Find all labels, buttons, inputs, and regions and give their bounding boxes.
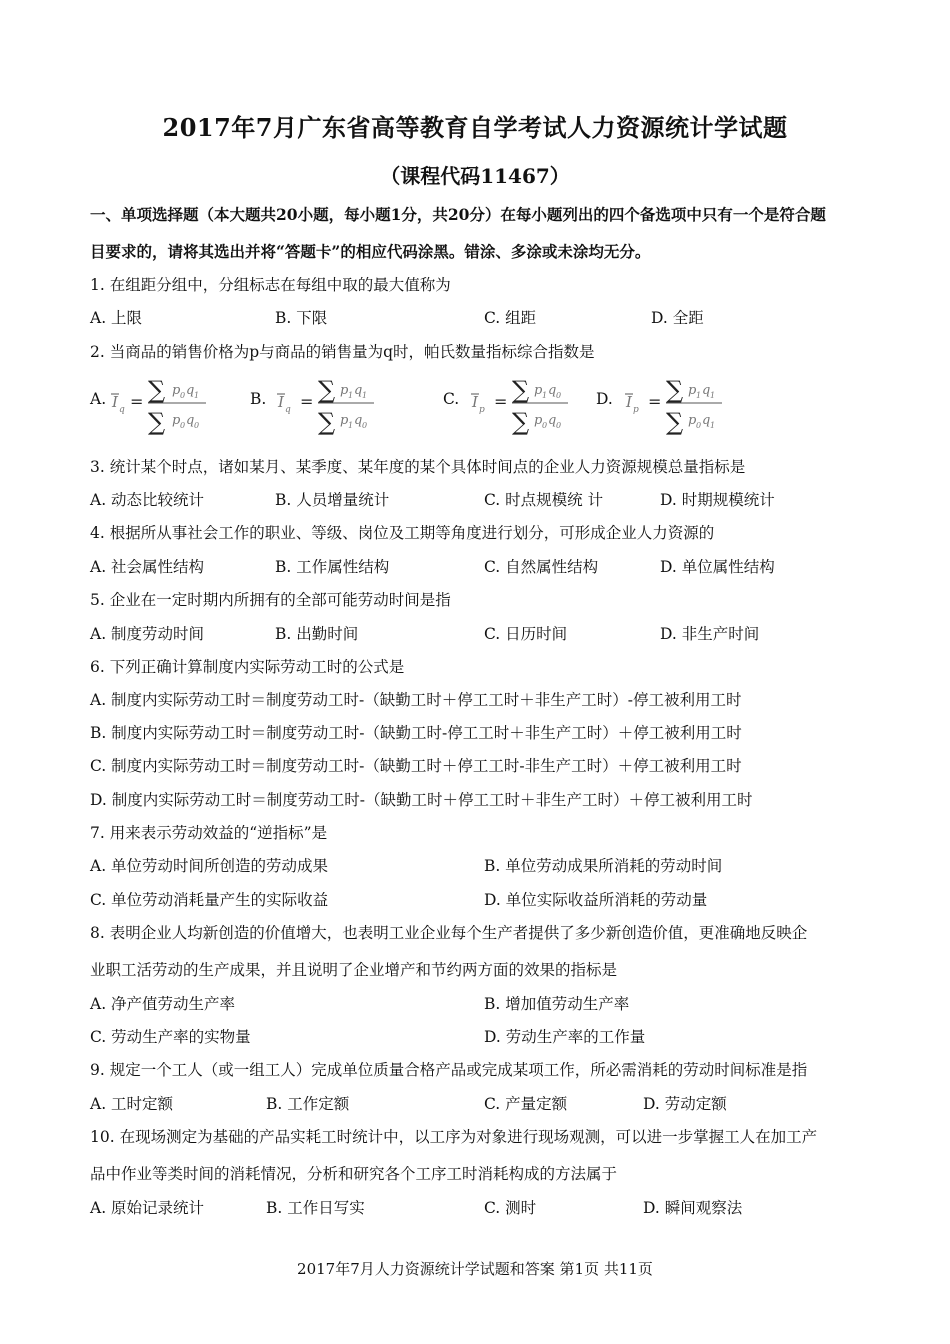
question-3-stem: 3. 统计某个时点，诸如某月、某季度、某年度的某个具体时间点的企业人力资源规模总量指标是 xyxy=(90,458,746,476)
q7-option-c: C. 单位劳动消耗量产生的实际收益 xyxy=(90,891,329,909)
svg-text:1: 1 xyxy=(362,391,368,400)
svg-text:∑: ∑ xyxy=(148,376,166,404)
svg-text:q: q xyxy=(548,383,557,398)
q10-option-c: C. 测时 xyxy=(484,1199,537,1217)
svg-text:∑: ∑ xyxy=(512,408,530,436)
q9-option-b: B. 工作定额 xyxy=(266,1095,350,1113)
page-footer: 2017年7月人力资源统计学试题和答案 第1页 共11页 xyxy=(297,1260,653,1278)
svg-text:p: p xyxy=(688,413,697,428)
svg-text:p: p xyxy=(340,413,349,428)
q6-option-b: B. 制度内实际劳动工时＝制度劳动工时-（缺勤工时-停工工时＋非生产工时）＋停工被利用工时 xyxy=(90,724,742,742)
q1-option-a: A. 上限 xyxy=(90,309,143,327)
q2-option-a-label: A. xyxy=(90,390,107,408)
question-7-stem: 7. 用来表示劳动效益的“逆指标”是 xyxy=(90,824,328,842)
svg-text:p: p xyxy=(172,413,181,428)
q2-option-c-label: C. xyxy=(443,390,460,408)
q4-option-c: C. 自然属性结构 xyxy=(484,558,599,576)
question-8-stem-line2: 业职工活劳动的生产成果，并且说明了企业增产和节约两方面的效果的指标是 xyxy=(90,961,618,979)
svg-text:q: q xyxy=(285,405,291,415)
svg-text:1: 1 xyxy=(542,391,548,400)
svg-text:1: 1 xyxy=(710,421,716,430)
svg-text:q: q xyxy=(702,413,711,428)
question-10-stem-line1: 10. 在现场测定为基础的产品实耗工时统计中，以工序为对象进行现场观测，可以进一步掌握工人在加工产 xyxy=(90,1128,818,1146)
q10-option-d: D. 瞬间观察法 xyxy=(643,1199,743,1217)
q2-option-d-label: D. xyxy=(596,390,613,408)
svg-text:q: q xyxy=(702,383,711,398)
q3-option-d: D. 时期规模统计 xyxy=(660,491,775,509)
svg-text:=: = xyxy=(648,392,662,411)
q5-option-c: C. 日历时间 xyxy=(484,625,568,643)
svg-text:∑: ∑ xyxy=(318,408,336,436)
q8-option-c: C. 劳动生产率的实物量 xyxy=(90,1028,251,1046)
q2-formula-b xyxy=(274,372,384,436)
svg-text:∑: ∑ xyxy=(666,408,684,436)
q7-option-a: A. 单位劳动时间所创造的劳动成果 xyxy=(90,857,329,875)
q10-option-a: A. 原始记录统计 xyxy=(90,1199,205,1217)
svg-text:0: 0 xyxy=(542,421,548,430)
svg-text:I: I xyxy=(472,393,478,411)
svg-text:p: p xyxy=(688,383,697,398)
q4-option-b: B. 工作属性结构 xyxy=(275,558,390,576)
svg-text:1: 1 xyxy=(194,391,200,400)
svg-text:p: p xyxy=(633,405,639,415)
svg-text:q: q xyxy=(548,413,557,428)
svg-text:1: 1 xyxy=(710,391,716,400)
page-title: 2017年7月广东省高等教育自学考试人力资源统计学试题 xyxy=(162,113,788,142)
svg-text:q: q xyxy=(354,383,363,398)
question-8-stem-line1: 8. 表明企业人均新创造的价值增大，也表明工业企业每个生产者提供了多少新创造价值，更准确地反映企 xyxy=(90,924,808,942)
svg-text:=: = xyxy=(300,392,314,411)
question-5-stem: 5. 企业在一定时期内所拥有的全部可能劳动时间是指 xyxy=(90,591,451,609)
svg-text:0: 0 xyxy=(362,421,368,430)
q8-option-a: A. 净产值劳动生产率 xyxy=(90,995,236,1013)
svg-text:q: q xyxy=(186,383,195,398)
svg-text:∑: ∑ xyxy=(318,376,336,404)
section-instructions-line1: 一、单项选择题（本大题共20小题，每小题1分，共20分）在每小题列出的四个备选项中只有一个是符合题 xyxy=(90,205,826,224)
svg-text:0: 0 xyxy=(194,421,200,430)
q3-option-c: C. 时点规模统 计 xyxy=(484,491,604,509)
svg-text:0: 0 xyxy=(556,421,562,430)
question-4-stem: 4. 根据所从事社会工作的职业、等级、岗位及工期等角度进行划分，可形成企业人力资源的 xyxy=(90,524,715,542)
svg-text:p: p xyxy=(534,383,543,398)
question-9-stem: 9. 规定一个工人（或一组工人）完成单位质量合格产品或完成某项工作，所必需消耗的劳动时间标准是指 xyxy=(90,1061,808,1079)
q9-option-d: D. 劳动定额 xyxy=(643,1095,727,1113)
svg-text:∑: ∑ xyxy=(148,408,166,436)
question-2-stem: 2. 当商品的销售价格为p与商品的销售量为q时，帕氏数量指标综合指数是 xyxy=(90,343,595,361)
svg-text:p: p xyxy=(340,383,349,398)
q5-option-a: A. 制度劳动时间 xyxy=(90,625,205,643)
question-6-stem: 6. 下列正确计算制度内实际劳动工时的公式是 xyxy=(90,658,405,676)
question-1-stem: 1. 在组距分组中，分组标志在每组中取的最大值称为 xyxy=(90,276,451,294)
q9-option-c: C. 产量定额 xyxy=(484,1095,568,1113)
q8-option-b: B. 增加值劳动生产率 xyxy=(484,995,630,1013)
svg-text:0: 0 xyxy=(696,421,702,430)
q6-option-a: A. 制度内实际劳动工时＝制度劳动工时-（缺勤工时＋停工工时＋非生产工时）-停工被利用工时 xyxy=(90,691,742,709)
svg-text:q: q xyxy=(354,413,363,428)
q6-option-d: D. 制度内实际劳动工时＝制度劳动工时-（缺勤工时＋停工工时＋非生产工时）＋停工被利用工时 xyxy=(90,791,753,809)
q5-option-b: B. 出勤时间 xyxy=(275,625,359,643)
svg-text:∑: ∑ xyxy=(512,376,530,404)
svg-text:=: = xyxy=(494,392,508,411)
q2-formula-c xyxy=(468,372,578,436)
q6-option-c: C. 制度内实际劳动工时＝制度劳动工时-（缺勤工时＋停工工时-非生产工时）＋停工被利用工时 xyxy=(90,757,742,775)
q1-option-c: C. 组距 xyxy=(484,309,537,327)
q7-option-d: D. 单位实际收益所消耗的劳动量 xyxy=(484,891,708,909)
svg-text:1: 1 xyxy=(348,391,354,400)
q5-option-d: D. 非生产时间 xyxy=(660,625,760,643)
course-code: （课程代码11467） xyxy=(380,164,570,188)
svg-text:0: 0 xyxy=(556,391,562,400)
svg-text:0: 0 xyxy=(180,421,186,430)
q8-option-d: D. 劳动生产率的工作量 xyxy=(484,1028,646,1046)
svg-text:∑: ∑ xyxy=(666,376,684,404)
svg-text:p: p xyxy=(534,413,543,428)
svg-text:0: 0 xyxy=(180,391,186,400)
q1-option-d: D. 全距 xyxy=(651,309,704,327)
svg-text:p: p xyxy=(479,405,485,415)
svg-text:I: I xyxy=(626,393,632,411)
svg-text:q: q xyxy=(186,413,195,428)
q3-option-a: A. 动态比较统计 xyxy=(90,491,205,509)
q2-formula-a xyxy=(108,372,218,436)
q2-option-b-label: B. xyxy=(250,390,267,408)
svg-text:p: p xyxy=(172,383,181,398)
q4-option-a: A. 社会属性结构 xyxy=(90,558,205,576)
svg-text:1: 1 xyxy=(348,421,354,430)
q2-formula-d xyxy=(622,372,732,436)
section-instructions-line2: 目要求的，请将其选出并将“答题卡”的相应代码涂黑。错涂、多涂或未涂均无分。 xyxy=(90,242,651,261)
q10-option-b: B. 工作日写实 xyxy=(266,1199,365,1217)
svg-text:1: 1 xyxy=(696,391,702,400)
svg-text:I: I xyxy=(278,393,284,411)
svg-text:I: I xyxy=(112,393,118,411)
question-10-stem-line2: 品中作业等类时间的消耗情况，分析和研究各个工序工时消耗构成的方法属于 xyxy=(90,1165,618,1183)
q4-option-d: D. 单位属性结构 xyxy=(660,558,775,576)
q1-option-b: B. 下限 xyxy=(275,309,328,327)
svg-text:q: q xyxy=(119,405,125,415)
q3-option-b: B. 人员增量统计 xyxy=(275,491,390,509)
svg-text:=: = xyxy=(130,392,144,411)
q7-option-b: B. 单位劳动成果所消耗的劳动时间 xyxy=(484,857,723,875)
q9-option-a: A. 工时定额 xyxy=(90,1095,174,1113)
